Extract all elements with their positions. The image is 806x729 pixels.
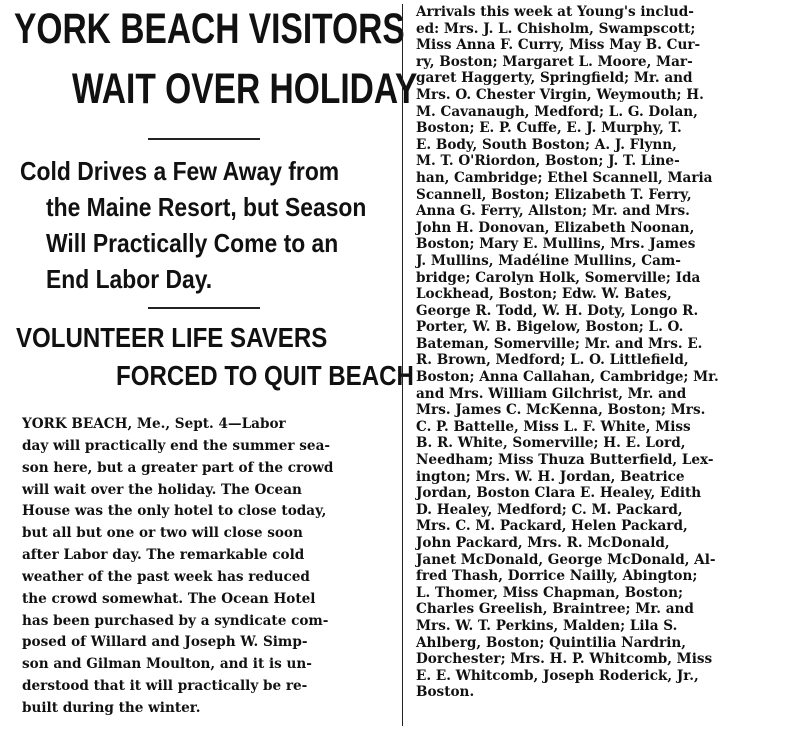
body-line: Mrs. W. T. Perkins, Malden; Lila S. xyxy=(416,617,678,634)
headline-rule-1 xyxy=(148,138,260,140)
body-line: J. Mullins, Madéline Mullins, Cam- xyxy=(416,252,681,269)
body-line: George R. Todd, W. H. Doty, Longo R. xyxy=(416,302,699,319)
deck-one-line-1: Cold Drives a Few Away from xyxy=(20,156,340,186)
body-line: bridge; Carolyn Holk, Somerville; Ida xyxy=(416,269,701,286)
body-line: Janet McDonald, George McDonald, Al- xyxy=(416,551,716,568)
deck-two-line-2: FORCED TO QUIT BEACH xyxy=(116,360,414,391)
body-line: han, Cambridge; Ethel Scannell, Maria xyxy=(416,169,713,186)
body-line: Porter, W. B. Bigelow, Boston; L. O. xyxy=(416,319,684,336)
body-line: posed of Willard and Joseph W. Simp- xyxy=(22,634,308,651)
column-divider xyxy=(402,4,403,726)
body-line: garet Haggerty, Springfield; Mr. and xyxy=(416,70,693,87)
body-line: R. Brown, Medford; L. O. Littlefield, xyxy=(416,352,689,369)
body-line: Mrs. C. M. Packard, Helen Packard, xyxy=(416,518,688,535)
body-line: John H. Donovan, Elizabeth Noonan, xyxy=(416,219,695,236)
body-line: and Mrs. William Gilchrist, Mr. and xyxy=(416,385,687,402)
body-line: ed: Mrs. J. L. Chisholm, Swampscott; xyxy=(416,20,696,37)
deck-one-line-3: Will Practically Come to an xyxy=(46,228,339,258)
body-line: YORK BEACH, Me., Sept. 4—Labor xyxy=(22,416,286,432)
body-line: son and Gilman Moulton, and it is un- xyxy=(22,656,312,673)
body-line: John Packard, Mrs. R. McDonald, xyxy=(416,535,670,551)
body-line: Boston; E. P. Cuffe, E. J. Murphy, T. xyxy=(416,120,682,137)
body-line: Dorchester; Mrs. H. P. Whitcomb, Miss xyxy=(416,651,713,668)
deck-one-line-4: End Labor Day. xyxy=(46,264,213,294)
deck-one-line-2: the Maine Resort, but Season xyxy=(46,192,367,222)
body-line: ry, Boston; Margaret L. Moore, Mar- xyxy=(416,53,693,70)
article-body xyxy=(22,414,333,720)
main-headline-line-1: YORK BEACH VISITORS xyxy=(14,5,405,53)
body-line: weather of the past week has reduced xyxy=(22,568,310,585)
body-line: Mrs. O. Chester Virgin, Weymouth; H. xyxy=(416,86,704,103)
body-line: Ahlberg, Boston; Quintilia Nardrin, xyxy=(416,634,686,651)
body-line: fred Thash, Dorrice Nailly, Abington; xyxy=(416,568,698,585)
body-line: ington; Mrs. W. H. Jordan, Beatrice xyxy=(416,468,685,485)
body-line: Mrs. James C. McKenna, Boston; Mrs. xyxy=(416,402,706,419)
body-line: will wait over the holiday. The Ocean xyxy=(22,481,302,498)
body-line: Miss Anna F. Curry, Miss May B. Cur- xyxy=(416,37,701,54)
body-line: derstood that it will practically be re- xyxy=(22,678,308,695)
body-line: D. Healey, Medford; C. M. Packard, xyxy=(416,501,683,518)
body-line: M. T. O'Riordon, Boston; J. T. Line- xyxy=(416,153,680,170)
body-line: Lockhead, Boston; Edw. W. Bates, xyxy=(416,286,672,303)
body-line: L. Thomer, Miss Chapman, Boston; xyxy=(416,584,684,601)
body-line: Scannell, Boston; Elizabeth T. Ferry, xyxy=(416,186,692,203)
body-line: Charles Greelish, Braintree; Mr. and xyxy=(416,601,694,618)
main-headline-line-2: WAIT OVER HOLIDAY xyxy=(72,65,418,113)
body-line: but all but one or two will close soon xyxy=(22,525,303,542)
body-line: Boston; Anna Callahan, Cambridge; Mr. xyxy=(416,369,719,386)
body-line: E. E. Whitcomb, Joseph Roderick, Jr., xyxy=(416,667,699,684)
body-line: has been purchased by a syndicate com- xyxy=(22,612,329,629)
body-line: son here, but a greater part of the crowd xyxy=(22,459,334,476)
body-line: built during the winter. xyxy=(22,699,201,716)
body-line: C. P. Battelle, Miss L. F. White, Miss xyxy=(416,418,691,435)
headline-rule-2 xyxy=(148,307,260,309)
right-column xyxy=(416,0,800,729)
deck-two-line-1: VOLUNTEER LIFE SAVERS xyxy=(16,322,328,353)
body-line: M. Cavanaugh, Medford; L. G. Dolan, xyxy=(416,103,698,120)
arrivals-list xyxy=(416,4,719,701)
body-line: Boston. xyxy=(416,684,475,701)
body-line: day will practically end the summer sea- xyxy=(22,437,331,454)
body-line: after Labor day. The remarkable cold xyxy=(22,547,305,564)
body-line: the crowd somewhat. The Ocean Hotel xyxy=(22,590,316,607)
body-line: Jordan, Boston Clara E. Healey, Edith xyxy=(416,485,702,502)
body-line: B. R. White, Somerville; H. E. Lord, xyxy=(416,435,686,452)
body-line: E. Body, South Boston; A. J. Flynn, xyxy=(416,136,677,153)
body-line: Boston; Mary E. Mullins, Mrs. James xyxy=(416,236,696,253)
body-line: Bateman, Somerville; Mr. and Mrs. E. xyxy=(416,335,703,352)
body-line: Arrivals this week at Young's includ- xyxy=(416,4,694,20)
body-line: House was the only hotel to close today, xyxy=(22,503,327,520)
body-line: Needham; Miss Thuza Butterfield, Lex- xyxy=(416,452,714,469)
body-line: Anna G. Ferry, Allston; Mr. and Mrs. xyxy=(416,203,690,220)
